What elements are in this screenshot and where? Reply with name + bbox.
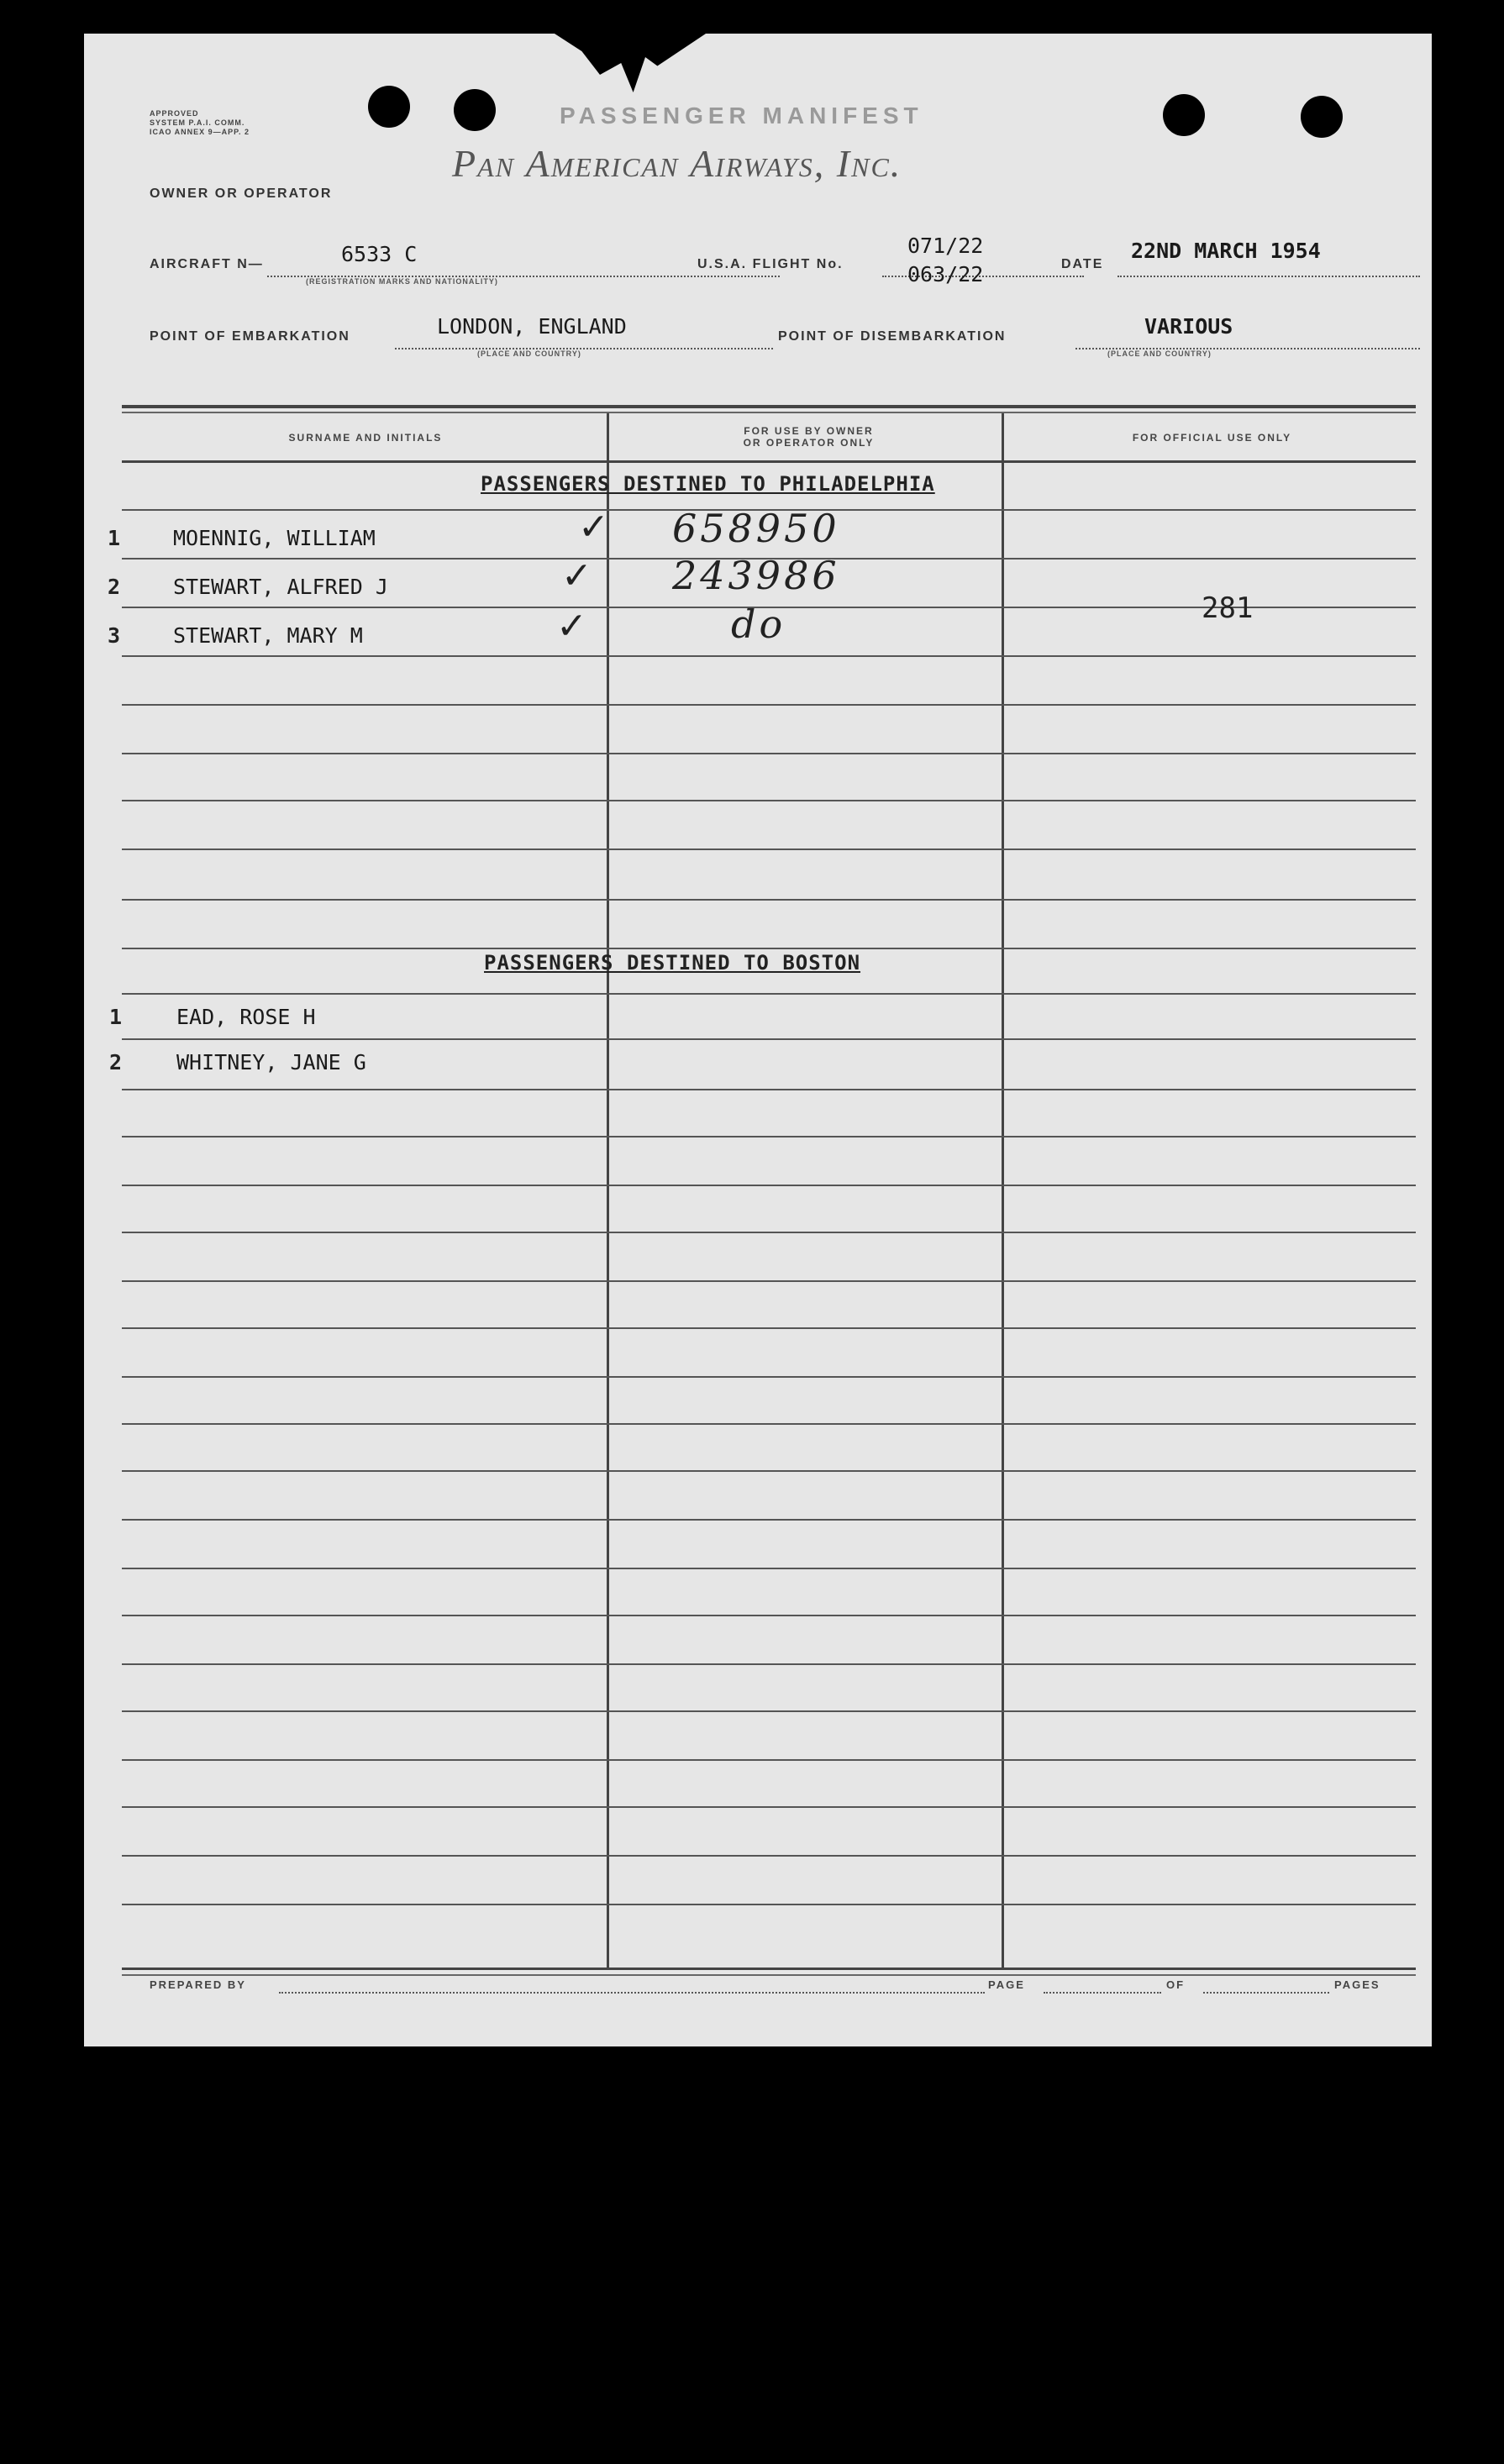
ruled-line: [122, 899, 1416, 901]
row-number: 3: [108, 623, 121, 648]
ruled-line: [122, 1423, 1416, 1425]
embarkation-value: LONDON, ENGLAND: [437, 314, 627, 339]
of-label: OF: [1166, 1978, 1186, 1991]
passenger-name: STEWART, MARY M: [173, 623, 363, 648]
passenger-name: MOENNIG, WILLIAM: [173, 526, 376, 550]
ruled-line: [122, 655, 1416, 657]
flight-value-2: 063/22: [907, 262, 984, 286]
approval-notice: APPROVED SYSTEM P.A.I. COMM. ICAO ANNEX 9—APP. 2: [150, 109, 250, 136]
ruled-line: [122, 1568, 1416, 1569]
column-divider: [1002, 413, 1004, 1969]
ruled-line: [122, 1855, 1416, 1857]
section-heading-philadelphia: PASSENGERS DESTINED TO PHILADELPHIA: [481, 472, 935, 496]
aircraft-label: AIRCRAFT N—: [150, 257, 264, 271]
ruled-line: [122, 1663, 1416, 1665]
ruled-line: [122, 1185, 1416, 1186]
ruled-line: [122, 1136, 1416, 1137]
column-header-owner: FOR USE BY OWNER OR OPERATOR ONLY: [743, 425, 875, 449]
company-name: Pan American Airways, Inc.: [452, 142, 902, 185]
check-mark: ✓: [556, 605, 587, 648]
owner-label: OWNER OR OPERATOR: [150, 187, 333, 201]
row-number: 1: [108, 526, 121, 550]
ruled-line: [122, 848, 1416, 850]
ruled-line: [122, 1904, 1416, 1905]
handwritten-number: 243986: [672, 553, 840, 598]
handwritten-number: 658950: [672, 506, 840, 551]
ruled-line: [122, 1376, 1416, 1378]
row-number: 1: [109, 1005, 123, 1029]
manifest-page: [84, 34, 1432, 2046]
ruled-line: [122, 1232, 1416, 1233]
row-number: 2: [109, 1050, 123, 1074]
flight-value-1: 071/22: [907, 234, 984, 258]
check-mark: ✓: [561, 554, 592, 597]
aircraft-value: 6533 C: [341, 242, 418, 266]
punch-hole: [368, 86, 410, 128]
row-number: 2: [108, 575, 121, 599]
ruled-line: [122, 1615, 1416, 1616]
ruled-line: [122, 993, 1416, 995]
column-header-names: SURNAME AND INITIALS: [288, 432, 443, 444]
ruled-line: [122, 753, 1416, 754]
pages-label: PAGES: [1334, 1978, 1380, 1991]
torn-edge: [555, 34, 706, 92]
ruled-line: [122, 1327, 1416, 1329]
ruled-line: [122, 1038, 1416, 1040]
ruled-line: [122, 1089, 1416, 1090]
ruled-line: [122, 800, 1416, 801]
disembarkation-value: VARIOUS: [1144, 314, 1233, 339]
passenger-name: EAD, ROSE H: [176, 1005, 316, 1029]
table-top-rule: [122, 405, 1416, 408]
header-bottom-rule: [122, 460, 1416, 463]
ruled-line: [122, 948, 1416, 949]
embarkation-label: POINT OF EMBARKATION: [150, 329, 350, 344]
form-title: PASSENGER MANIFEST: [560, 102, 923, 129]
ruled-line: [122, 1806, 1416, 1808]
ruled-line: [122, 1280, 1416, 1282]
table-bottom-rule: [122, 1968, 1416, 1970]
date-value: 22ND MARCH 1954: [1131, 239, 1321, 263]
passenger-name: WHITNEY, JANE G: [176, 1050, 366, 1074]
ruled-line: [122, 1519, 1416, 1521]
date-label: DATE: [1061, 257, 1104, 271]
ruled-line: [122, 704, 1416, 706]
column-divider: [607, 413, 609, 1969]
ruled-line: [122, 1710, 1416, 1712]
passenger-name: STEWART, ALFRED J: [173, 575, 388, 599]
embarkation-sublabel: (PLACE AND COUNTRY): [477, 349, 581, 358]
section-heading-boston: PASSENGERS DESTINED TO BOSTON: [484, 951, 861, 975]
flight-label: U.S.A. FLIGHT No.: [697, 257, 844, 271]
column-header-official: FOR OFFICIAL USE ONLY: [1132, 432, 1292, 444]
ruled-line: [122, 1470, 1416, 1472]
punch-hole: [454, 89, 496, 131]
aircraft-sublabel: (REGISTRATION MARKS AND NATIONALITY): [306, 277, 498, 286]
disembarkation-sublabel: (PLACE AND COUNTRY): [1107, 349, 1212, 358]
official-use-number: 281: [1202, 591, 1254, 625]
ruled-line: [122, 1759, 1416, 1761]
handwritten-ditto: do: [731, 602, 786, 647]
punch-hole: [1163, 94, 1205, 136]
prepared-by-label: PREPARED BY: [150, 1978, 246, 1991]
page-label: PAGE: [988, 1978, 1025, 1991]
check-mark: ✓: [578, 506, 609, 549]
punch-hole: [1301, 96, 1343, 138]
disembarkation-label: POINT OF DISEMBARKATION: [778, 329, 1007, 344]
